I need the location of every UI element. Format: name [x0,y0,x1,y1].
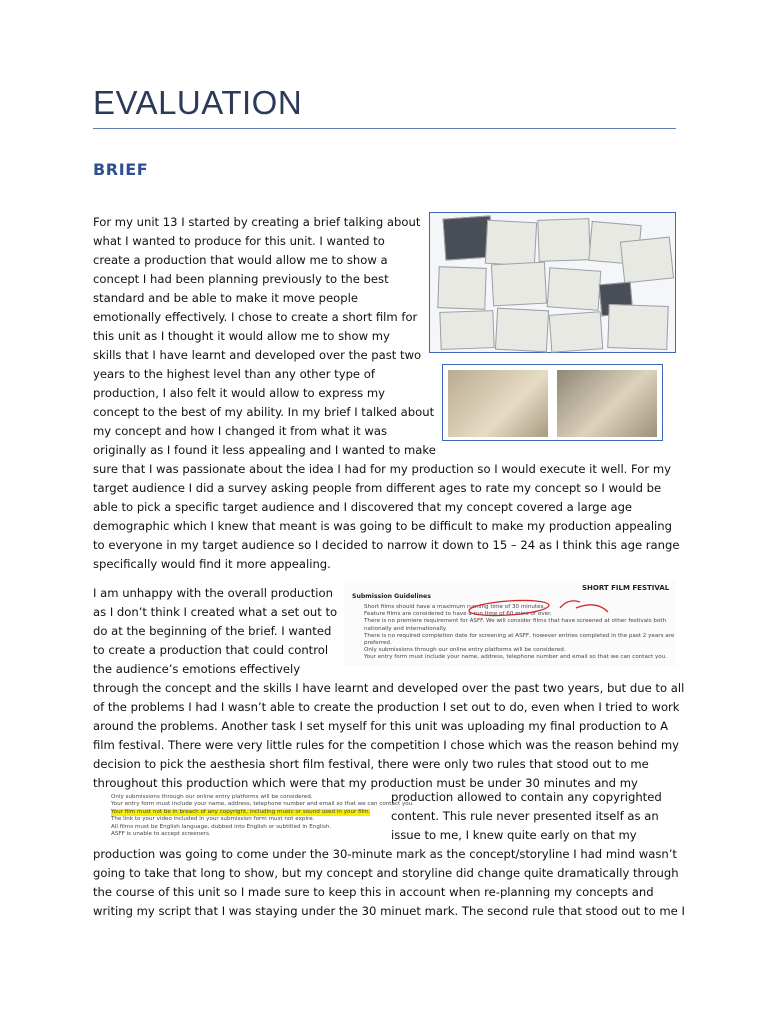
guidelines-item: Only submissions through our online entry platforms will be considered. [364,647,566,654]
body-line: of the problems I had I wasn’t able to create the production I set out to do, even when I tried to work [93,700,680,714]
body-line: demographic which I knew that meant is was going to be difficult to make my production appealing [93,519,672,533]
submission-guidelines-image [344,580,676,666]
festival-rules-image [93,790,415,840]
body-line: through the concept and the skills I have learnt and developed over the past two years, but due to all [93,681,685,695]
guidelines-item: Short films should have a maximum running time of 30 minutes. [364,604,546,610]
rules-item: Your entry form must include your name, address, telephone number and email so that we can contact you. [111,801,415,808]
guidelines-item: There is no premiere requirement for ASFF. We will consider films that have screened at other festivals both [364,618,667,625]
rules-item: All films must be English language, dubbed into English or subtitled in English. [111,823,332,830]
body-line: around the problems. Another task I set myself for this unit was uploading my final production to A [93,719,669,733]
storyboard-collage-image [429,212,676,353]
guidelines-heading: Submission Guidelines [352,593,431,600]
body-line: concept I had been planning previously to the best [93,272,389,286]
body-line: this unit as I thought it would allow me to show my [93,329,390,343]
body-line: production allowed to contain any copyrighted [391,790,662,804]
red-annotation-marks [344,580,676,666]
body-line: going to take that long to show, but my concept and storyline did change quite dramatically through [93,866,679,880]
guidelines-item: Feature films are considered to have a run time of 60 mins or over. [364,611,552,618]
body-line: film festival. There were very little rules for the competition I chose which was the reason behind my [93,738,680,752]
body-line: to everyone in my target audience so I decided to narrow it down to 15 – 24 as I think this age range [93,538,680,552]
body-line: production, I also felt it would allow to express my [93,386,386,400]
rules-item: Only submissions through our online entry platforms will be considered. [111,794,313,800]
body-line: target audience I did a survey asking people from different ages to rate my concept so I would be [93,481,662,495]
body-line: the course of this unit so I made sure to keep this in account when re-planning my concepts and [93,885,654,899]
body-line: emotionally effectively. I chose to create a short film for [93,310,418,324]
body-line: able to pick a specific target audience and I discovered that my concept covered a large age [93,500,633,514]
body-line: as I don’t think I created what a set out to [93,605,338,619]
body-line: to create a production that could control [93,643,329,657]
body-line: do at the beginning of the brief. I wanted [93,624,332,638]
body-line: production was going to come under the 30-minute mark as the concept/storyline I had mind wasn’t [93,847,677,861]
body-line: originally as I found it less appealing and I wanted to make [93,443,436,457]
guidelines-item: preferred. [364,640,392,646]
body-line: content. This rule never presented itself as an [391,809,659,823]
section-heading-brief: BRIEF [93,160,149,179]
body-line: what I wanted to produce for this unit. I wanted to [93,234,385,248]
body-line: decision to pick the aesthesia short film festival, there were only two rules that stood out to me [93,757,649,771]
body-line: For my unit 13 I started by creating a brief talking about [93,215,421,229]
guidelines-item: nationally and internationally. [364,625,448,632]
body-line: skills that I have learnt and developed over the past two [93,348,422,362]
body-line: I am unhappy with the overall production [93,586,333,600]
guidelines-item: Your entry form must include your name, address, telephone number and email so that we can contact you. [364,654,668,661]
body-line: create a production that would allow me to show a [93,253,388,267]
rules-item: The link to your video included in your submission form must not expire. [111,816,315,823]
notebook-photos-image [442,364,663,441]
body-line: standard and be able to make it move people [93,291,358,305]
body-line: years to the highest level than any other type of [93,367,375,381]
body-line: throughout this production which were that my production must be under 30 minutes and my [93,776,638,790]
rules-item: ASFF is unable to accept screeners. [111,831,211,837]
body-line: issue to me, I knew quite early on that my [391,828,637,842]
document-title: EVALUATION [93,84,303,121]
body-line: the audience’s emotions effectively [93,662,301,676]
body-line: my concept and how I changed it from what it was [93,424,388,438]
guidelines-item: There is no required completion date for screening at ASFF, however entries completed in the past 2 years are [364,632,675,639]
rules-item-highlighted: Your film must not be in breach of any copyright, including music or sound used in your film. [111,808,371,815]
festival-title: SHORT FILM FESTIVAL [582,584,670,592]
body-line: concept to the best of my ability. In my brief I talked about [93,405,435,419]
body-line: writing my script that I was staying under the 30 minuet mark. The second rule that stood out to me I [93,904,685,918]
body-line: sure that I was passionate about the idea I had for my production so I would execute it well. For my [93,462,671,476]
body-line: specifically would find it more appealing. [93,557,331,571]
title-divider [93,128,676,129]
